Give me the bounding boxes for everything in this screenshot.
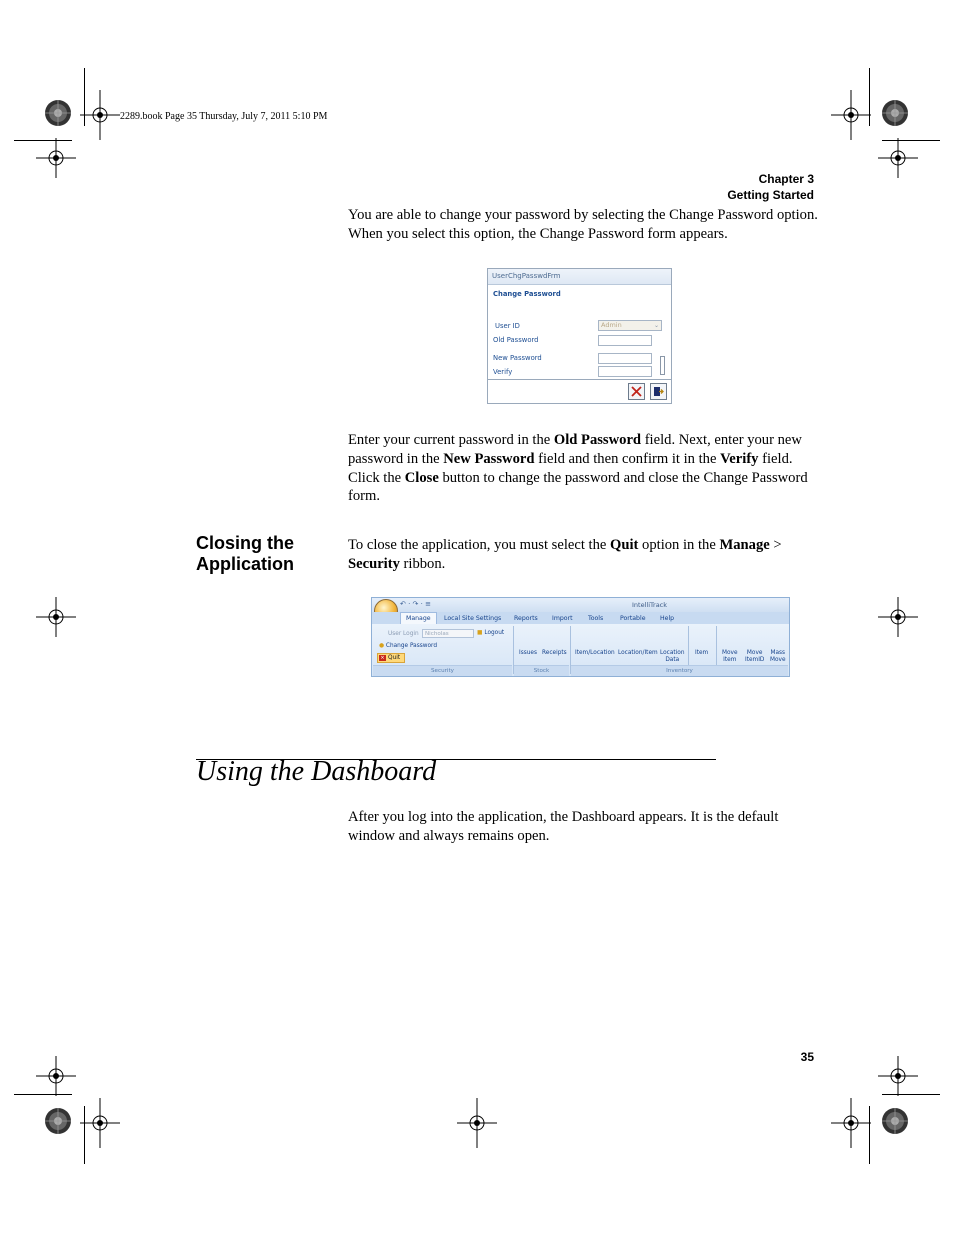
manage-ribbon-screenshot: [371, 597, 790, 677]
scrollbar[interactable]: [660, 356, 665, 375]
crosshair-mark-icon: [457, 1098, 497, 1148]
registration-target-icon: [40, 95, 76, 131]
group-label-security: Security: [373, 665, 512, 676]
crosshair-mark-icon: [36, 597, 76, 637]
crop-line: [14, 140, 72, 141]
section-title-dashboard: Using the Dashboard: [196, 756, 437, 787]
crosshair-mark-icon: [80, 1098, 120, 1148]
location-item-button[interactable]: Location/Item: [618, 650, 658, 656]
crosshair-mark-icon: [36, 1056, 76, 1096]
move-itemid-button[interactable]: Move ItemID: [745, 650, 765, 663]
tab-portable[interactable]: Portable: [620, 615, 646, 622]
tab-reports[interactable]: Reports: [514, 615, 538, 622]
user-id-label: User ID: [495, 322, 520, 330]
move-item-button[interactable]: Move Item: [722, 650, 738, 663]
page-number: 35: [800, 1050, 814, 1064]
cancel-button[interactable]: [628, 383, 645, 400]
dashboard-paragraph: After you log into the application, the Dashboard appears. It is the default window and always remains open.: [348, 809, 779, 844]
receipts-button[interactable]: Receipts: [542, 650, 567, 656]
registration-target-icon: [877, 1103, 913, 1139]
close-icon: ×: [380, 655, 385, 661]
section-heading-closing: Closing the Application: [196, 533, 294, 574]
new-password-field[interactable]: [598, 353, 652, 364]
crop-line: [882, 140, 940, 141]
running-head: [727, 171, 814, 203]
old-password-field[interactable]: [598, 335, 652, 346]
change-password-button[interactable]: ● Change Password: [379, 643, 438, 649]
intro-paragraph: You are able to change your password by selecting the Change Password option. When you select this option, the Change Password form appears.: [348, 207, 818, 242]
dialog-title-bar: UserChgPasswdFrm: [488, 269, 671, 285]
user-login-label: User Login: [388, 631, 419, 637]
key-icon: ●: [379, 643, 385, 649]
quit-label: Quit: [388, 655, 401, 661]
instructions-paragraph: Enter your current password in the Old Password field. Next, enter your new password in the New Password field and then confirm it in the Verify field. Click the Close button to change the password and close the Change Password form.: [348, 432, 808, 505]
change-password-dialog: [487, 268, 672, 404]
crop-line: [869, 68, 870, 126]
item-location-button[interactable]: Item/Location: [575, 650, 615, 656]
user-login-field[interactable]: Nicholas: [422, 629, 474, 638]
crosshair-mark-icon: [878, 1056, 918, 1096]
dialog-footer: [488, 379, 671, 380]
quick-access-icon[interactable]: ↶ · ↷ · ≡: [400, 600, 431, 608]
tab-help[interactable]: Help: [660, 615, 675, 622]
issues-button[interactable]: Issues: [519, 650, 538, 656]
crosshair-mark-icon: [80, 90, 120, 140]
crosshair-mark-icon: [36, 138, 76, 178]
ribbon-title-bar: [372, 598, 789, 612]
logout-button[interactable]: ■ Logout: [477, 630, 505, 636]
crop-line: [84, 1106, 85, 1164]
user-id-value: Admin: [601, 321, 622, 329]
registration-target-icon: [877, 95, 913, 131]
crosshair-mark-icon: [878, 138, 918, 178]
group-label-stock: Stock: [514, 665, 569, 676]
running-head-chapter: Chapter 3: [758, 172, 814, 186]
close-icon: [631, 386, 642, 397]
crop-line: [14, 1094, 72, 1095]
item-button[interactable]: Item: [695, 650, 709, 656]
crosshair-mark-icon: [878, 597, 918, 637]
mass-move-button[interactable]: Mass Move: [770, 650, 786, 663]
user-id-select[interactable]: [598, 320, 662, 331]
old-password-label: Old Password: [493, 336, 539, 344]
closing-paragraph: To close the application, you must select the Quit option in the Manage > Security ribbon.: [348, 537, 782, 572]
ribbon-tab-row: [372, 612, 789, 624]
group-label-inventory: Inventory: [571, 665, 788, 676]
registration-target-icon: [40, 1103, 76, 1139]
crop-line: [882, 1094, 940, 1095]
dialog-heading: Change Password: [493, 290, 561, 298]
lock-icon: ■: [477, 630, 483, 636]
crop-line: [869, 1106, 870, 1164]
crosshair-mark-icon: [831, 1098, 871, 1148]
chevron-down-icon: ⌄: [653, 322, 659, 329]
location-data-button[interactable]: Location Data: [660, 650, 685, 663]
print-slug: 2289.book Page 35 Thursday, July 7, 2011 5:10 PM: [120, 111, 328, 122]
crop-line: [84, 68, 85, 126]
tab-tools[interactable]: Tools: [588, 615, 604, 622]
new-password-label: New Password: [493, 354, 542, 362]
tab-import[interactable]: Import: [552, 615, 573, 622]
ribbon-body: [372, 624, 789, 676]
tab-local-site-settings[interactable]: Local Site Settings: [444, 615, 502, 622]
running-head-section: Getting Started: [727, 188, 814, 202]
verify-label: Verify: [493, 368, 513, 376]
exit-door-icon: [653, 386, 664, 397]
app-title: IntelliTrack: [632, 601, 668, 609]
tab-manage[interactable]: Manage: [400, 612, 437, 625]
verify-field[interactable]: [598, 366, 652, 377]
crosshair-mark-icon: [831, 90, 871, 140]
close-form-button[interactable]: [650, 383, 667, 400]
